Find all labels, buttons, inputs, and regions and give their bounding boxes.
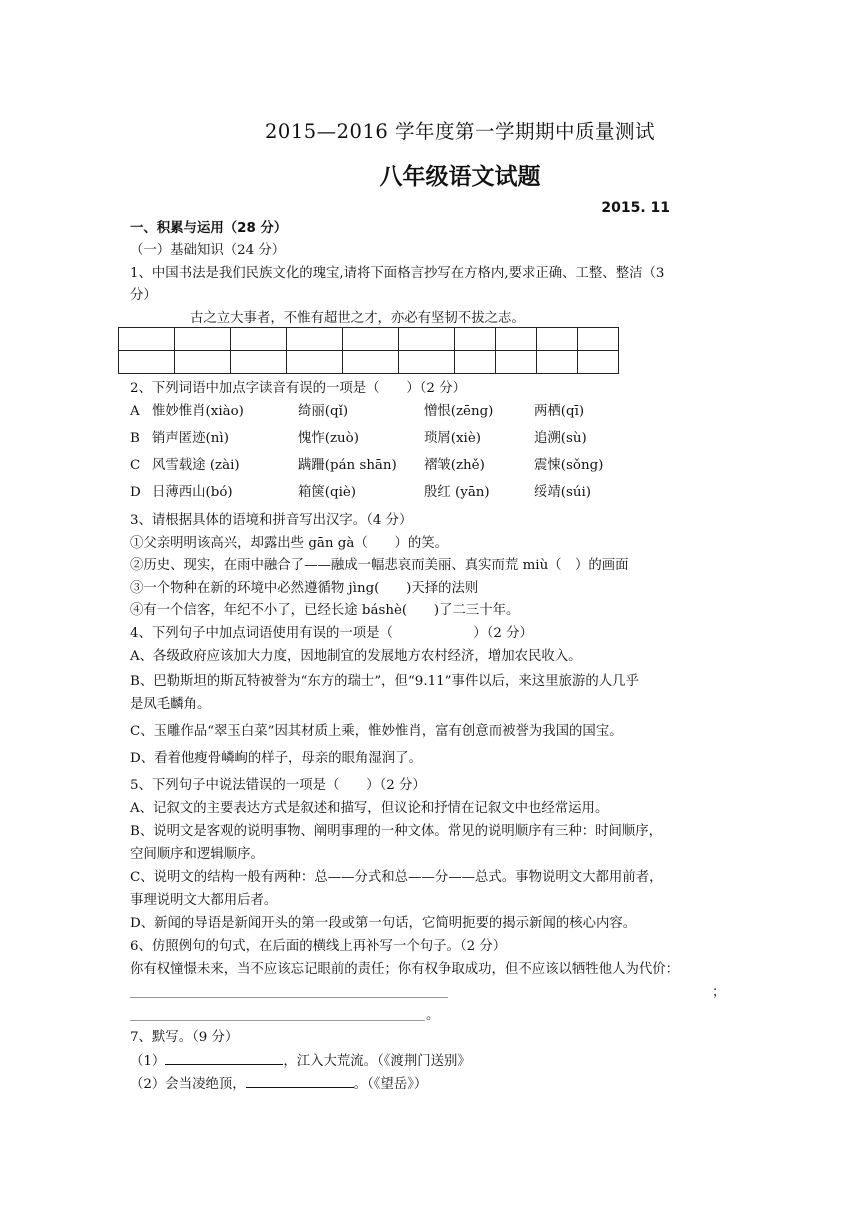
- q2-option-word: 日薄西山(bó): [152, 485, 233, 500]
- q4-option-b-line2[interactable]: 是凤毛麟角。: [130, 697, 211, 712]
- q4-option-b-line1[interactable]: B、巴勒斯坦的斯瓦特被誉为“东方的瑞士”，但“9.11”事件以后，来这里旅游的人几乎: [130, 674, 639, 689]
- q2-option-word: 震悚(sǒng): [534, 458, 604, 473]
- q3-item[interactable]: ②历史、现实，在雨中融合了——融成一幅悲哀而美丽、真实而荒 miù（ ）的画面: [130, 558, 629, 573]
- q2-option-word: 愧怍(zuò): [298, 431, 359, 446]
- section-subheading: （一）基础知识（24 分）: [130, 243, 286, 258]
- q2-option-letter[interactable]: D: [130, 485, 141, 500]
- q3-item[interactable]: ③一个物种在新的环境中必然遵循物 jìng( )天择的法则: [130, 581, 479, 596]
- q2-option-letter[interactable]: B: [130, 431, 140, 446]
- grid-cell[interactable]: [455, 328, 496, 351]
- grid-row: [119, 351, 619, 374]
- q6-example: 你有权憧憬未来，当不应该忘记眼前的责任；你有权争取成功，但不应该以牺牲他人为代价：: [130, 962, 680, 977]
- grid-cell[interactable]: [578, 351, 619, 374]
- q2-option-word: 箱箧(qiè): [298, 485, 357, 500]
- grid-row: [119, 328, 619, 351]
- q7-item-2-text-start: （2）会当凌绝顶，: [130, 1077, 246, 1092]
- grid-cell[interactable]: [399, 351, 455, 374]
- exam-date: 2015. 11: [601, 200, 670, 216]
- q4-option-c[interactable]: C、玉雕作品“翠玉白菜”因其材质上乘，惟妙惟肖，富有创意而被誉为我国的国宝。: [130, 724, 623, 739]
- q2-option-word: 殷红 (yān): [424, 485, 490, 500]
- q7-item-1-text: ，江入大荒流。（《渡荆门送别》: [283, 1054, 471, 1069]
- grid-cell[interactable]: [343, 351, 399, 374]
- q5-option-b-line1[interactable]: B、说明文是客观的说明事物、阐明事理的一种文体。常见的说明顺序有三种：时间顺序，: [130, 824, 663, 839]
- grid-cell[interactable]: [399, 328, 455, 351]
- writing-grid[interactable]: [118, 327, 619, 374]
- q7-item-2-blank[interactable]: [246, 1075, 354, 1088]
- q2-option-word: 褶皱(zhě): [424, 458, 485, 473]
- q7-item-1-number: （1）: [130, 1054, 166, 1069]
- q2-option-word: 两栖(qī): [534, 404, 585, 419]
- q4-stem: 4、下列句子中加点词语使用有误的一项是（ ）（2 分）: [130, 626, 533, 641]
- q2-option-word: 绮丽(qǐ): [298, 404, 349, 419]
- q2-option-word: 琐屑(xiè): [424, 431, 481, 446]
- q6-stem: 6、仿照例句的句式，在后面的横线上再补写一个句子。（2 分）: [130, 939, 507, 954]
- grid-cell[interactable]: [231, 351, 287, 374]
- grid-cell[interactable]: [537, 351, 578, 374]
- q2-option-word: 风雪载途 (zài): [152, 458, 240, 473]
- q1-stem-line1: 1、中国书法是我们民族文化的瑰宝,请将下面格言抄写在方格内,要求正确、工整、整洁（3: [130, 266, 665, 281]
- q6-semicolon: ；: [712, 985, 726, 1000]
- grid-cell[interactable]: [496, 351, 537, 374]
- q2-option-word: 销声匿迹(nì): [152, 431, 229, 446]
- q2-option-word: 惟妙惟肖(xiào): [152, 404, 244, 419]
- q4-option-a[interactable]: A、各级政府应该加大力度，因地制宜的发展地方农村经济，增加农民收入。: [130, 649, 582, 664]
- grid-cell[interactable]: [119, 351, 175, 374]
- grid-cell[interactable]: [578, 328, 619, 351]
- q7-stem: 7、默写。（9 分）: [130, 1030, 239, 1045]
- q4-option-d[interactable]: D、看着他瘦骨嶙峋的样子，母亲的眼角湿润了。: [130, 751, 422, 766]
- grid-cell[interactable]: [175, 328, 231, 351]
- q5-option-c-line2[interactable]: 事理说明文大都用后者。: [130, 893, 278, 908]
- grid-cell[interactable]: [496, 328, 537, 351]
- q2-option-word: 追溯(sù): [534, 431, 587, 446]
- q6-period: 。: [426, 1008, 440, 1023]
- q2-option-word: 憎恨(zēng): [424, 404, 494, 419]
- q2-stem: 2、下列词语中加点字读音有误的一项是（ ）（2 分）: [130, 381, 466, 396]
- q6-answer-line-1[interactable]: [130, 997, 448, 998]
- q5-option-b-line2[interactable]: 空间顺序和逻辑顺序。: [130, 847, 264, 862]
- q7-item-2-text-end: 。（《望岳》）: [353, 1077, 428, 1092]
- exam-subtitle: 八年级语文试题: [379, 164, 541, 190]
- q5-option-a[interactable]: A、记叙文的主要表达方式是叙述和描写，但议论和抒情在记叙文中也经常运用。: [130, 801, 609, 816]
- grid-cell[interactable]: [287, 328, 343, 351]
- grid-cell[interactable]: [537, 328, 578, 351]
- q5-option-d[interactable]: D、新闻的导语是新闻开头的第一段或第一句话，它简明扼要的揭示新闻的核心内容。: [130, 916, 637, 931]
- q7-item-2: [130, 1075, 427, 1094]
- q2-option-word: 蹒跚(pán shān): [298, 458, 397, 473]
- q3-stem: 3、请根据具体的语境和拼音写出汉字。（4 分）: [130, 513, 413, 528]
- q1-quote: 古之立大事者，不惟有超世之才，亦必有坚韧不拔之志。: [190, 311, 525, 326]
- q7-item-1: [130, 1052, 471, 1071]
- q3-item[interactable]: ④有一个信客，年纪不小了，已经长途 báshè( )了二三十年。: [130, 603, 520, 618]
- grid-cell[interactable]: [231, 328, 287, 351]
- grid-cell[interactable]: [287, 351, 343, 374]
- q7-item-1-blank[interactable]: [165, 1052, 283, 1065]
- exam-title: 2015—2016 学年度第一学期期中质量测试: [265, 120, 655, 143]
- q6-answer-line-2[interactable]: [130, 1020, 425, 1021]
- q5-stem: 5、下列句子中说法错误的一项是（ ）（2 分）: [130, 778, 426, 793]
- q1-stem-line2: 分）: [130, 288, 157, 303]
- grid-cell[interactable]: [343, 328, 399, 351]
- q2-option-word: 绥靖(súi): [534, 485, 592, 500]
- q5-option-c-line1[interactable]: C、说明文的结构一般有两种：总——分式和总——分——总式。事物说明文大都用前者，: [130, 870, 663, 885]
- grid-cell[interactable]: [455, 351, 496, 374]
- q3-item[interactable]: ①父亲明明该高兴，却露出些 gān gà（ ）的笑。: [130, 536, 449, 551]
- q2-option-letter[interactable]: A: [130, 404, 140, 419]
- grid-cell[interactable]: [175, 351, 231, 374]
- q2-option-letter[interactable]: C: [130, 458, 141, 473]
- section-heading: 一、积累与运用（28 分）: [130, 221, 288, 236]
- grid-cell[interactable]: [119, 328, 175, 351]
